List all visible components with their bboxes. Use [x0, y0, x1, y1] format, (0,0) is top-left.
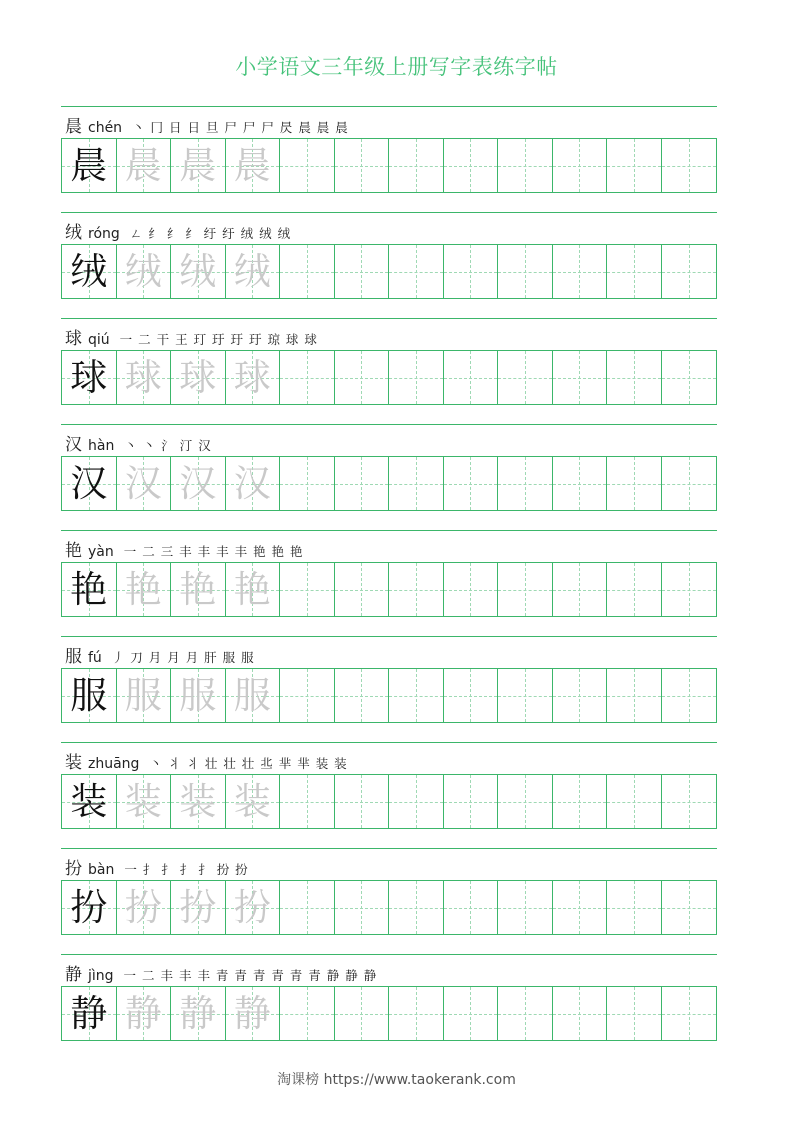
- pinyin-label: fú: [88, 650, 102, 666]
- practice-cell[interactable]: [444, 563, 499, 616]
- pinyin-label: bàn: [88, 862, 115, 878]
- trace-cell: [226, 775, 281, 828]
- trace-character: 服: [179, 674, 217, 717]
- guide-line-horizontal: [498, 484, 552, 485]
- practice-cell[interactable]: [662, 563, 717, 616]
- trace-character: 晨: [233, 144, 271, 187]
- practice-cell[interactable]: [553, 457, 608, 510]
- practice-cell[interactable]: [444, 139, 499, 192]
- model-character: 球: [70, 356, 108, 399]
- guide-line-horizontal: [335, 908, 389, 909]
- practice-cell[interactable]: [280, 881, 335, 934]
- pinyin-label: hàn: [88, 438, 115, 454]
- guide-line-horizontal: [280, 378, 334, 379]
- row-header: [65, 854, 249, 878]
- guide-line-horizontal: [335, 378, 389, 379]
- model-cell: [62, 775, 117, 828]
- trace-cell: [226, 139, 281, 192]
- practice-cell[interactable]: [280, 351, 335, 404]
- guide-line-horizontal: [662, 590, 717, 591]
- guide-line-horizontal: [389, 590, 443, 591]
- guide-line-horizontal: [444, 484, 498, 485]
- guide-line-horizontal: [553, 590, 607, 591]
- practice-cell[interactable]: [335, 351, 390, 404]
- practice-cell[interactable]: [335, 457, 390, 510]
- trace-character: 装: [179, 780, 217, 823]
- trace-cell: [171, 245, 226, 298]
- row-divider: [61, 848, 717, 849]
- practice-cell[interactable]: [553, 669, 608, 722]
- row-header: [65, 112, 349, 136]
- guide-line-horizontal: [553, 802, 607, 803]
- header-character: 艳: [65, 541, 82, 561]
- trace-character: 绒: [233, 250, 271, 293]
- trace-character: 汉: [233, 462, 271, 505]
- guide-line-horizontal: [553, 484, 607, 485]
- practice-cell[interactable]: [498, 351, 553, 404]
- guide-line-horizontal: [553, 908, 607, 909]
- practice-cell[interactable]: [335, 775, 390, 828]
- trace-cell: [171, 881, 226, 934]
- practice-cell[interactable]: [389, 457, 444, 510]
- pinyin-label: jìng: [88, 968, 114, 984]
- row-divider: [61, 954, 717, 955]
- model-character: 静: [70, 992, 108, 1035]
- model-character: 服: [70, 674, 108, 717]
- row-header: [65, 642, 255, 666]
- row-header: [65, 960, 377, 984]
- guide-line-horizontal: [662, 802, 717, 803]
- practice-cell[interactable]: [389, 351, 444, 404]
- practice-cell[interactable]: [389, 881, 444, 934]
- practice-cell[interactable]: [335, 139, 390, 192]
- row-divider: [61, 318, 717, 319]
- practice-cell[interactable]: [280, 775, 335, 828]
- stroke-order: ㄥ 纟 纟 纟 纡 纡 绒 绒 绒: [129, 226, 292, 241]
- practice-cell[interactable]: [335, 563, 390, 616]
- trace-cell: [226, 245, 281, 298]
- guide-line-horizontal: [553, 272, 607, 273]
- trace-cell: [171, 457, 226, 510]
- trace-cell: [226, 351, 281, 404]
- guide-line-horizontal: [662, 696, 717, 697]
- guide-line-horizontal: [280, 590, 334, 591]
- stroke-order: 一 二 丰 丰 丰 青 青 青 青 青 青 静 静 静: [123, 968, 378, 983]
- trace-character: 汉: [179, 462, 217, 505]
- practice-cell[interactable]: [444, 351, 499, 404]
- writing-grid: [61, 986, 717, 1041]
- stroke-order: 一 二 干 王 玎 玗 玗 玗 琼 球 球: [119, 332, 318, 347]
- practice-cell[interactable]: [662, 245, 717, 298]
- practice-cell[interactable]: [389, 987, 444, 1040]
- guide-line-horizontal: [498, 590, 552, 591]
- practice-cell[interactable]: [553, 881, 608, 934]
- practice-cell[interactable]: [662, 139, 717, 192]
- trace-cell: [171, 775, 226, 828]
- practice-cell[interactable]: [389, 775, 444, 828]
- practice-cell[interactable]: [280, 457, 335, 510]
- practice-cell[interactable]: [607, 351, 662, 404]
- trace-cell: [226, 881, 281, 934]
- writing-grid: [61, 774, 717, 829]
- guide-line-horizontal: [280, 272, 334, 273]
- pinyin-label: zhuāng: [88, 756, 140, 772]
- trace-cell: [117, 987, 172, 1040]
- practice-cell[interactable]: [607, 245, 662, 298]
- guide-line-horizontal: [335, 696, 389, 697]
- trace-character: 晨: [179, 144, 217, 187]
- practice-cell[interactable]: [389, 139, 444, 192]
- practice-cell[interactable]: [280, 563, 335, 616]
- writing-grid: [61, 456, 717, 511]
- trace-character: 服: [124, 674, 162, 717]
- trace-cell: [171, 563, 226, 616]
- practice-cell[interactable]: [444, 987, 499, 1040]
- trace-character: 装: [233, 780, 271, 823]
- trace-character: 球: [124, 356, 162, 399]
- practice-cell[interactable]: [335, 669, 390, 722]
- trace-character: 扮: [233, 886, 271, 929]
- guide-line-horizontal: [389, 166, 443, 167]
- guide-line-horizontal: [607, 166, 661, 167]
- row-divider: [61, 424, 717, 425]
- practice-cell[interactable]: [607, 669, 662, 722]
- trace-character: 装: [124, 780, 162, 823]
- header-character: 服: [65, 647, 82, 667]
- practice-cell[interactable]: [553, 245, 608, 298]
- practice-cell[interactable]: [662, 457, 717, 510]
- guide-line-horizontal: [553, 696, 607, 697]
- guide-line-horizontal: [662, 484, 717, 485]
- writing-grid: [61, 562, 717, 617]
- practice-cell[interactable]: [662, 775, 717, 828]
- trace-cell: [171, 351, 226, 404]
- practice-cell[interactable]: [607, 881, 662, 934]
- trace-cell: [117, 563, 172, 616]
- model-cell: [62, 987, 117, 1040]
- trace-cell: [117, 669, 172, 722]
- practice-cell[interactable]: [498, 669, 553, 722]
- guide-line-horizontal: [553, 378, 607, 379]
- guide-line-horizontal: [280, 1014, 334, 1015]
- header-character: 静: [65, 965, 82, 985]
- row-header: [65, 748, 348, 772]
- guide-line-horizontal: [662, 272, 717, 273]
- practice-cell[interactable]: [498, 457, 553, 510]
- model-character: 艳: [70, 568, 108, 611]
- practice-cell[interactable]: [280, 987, 335, 1040]
- guide-line-horizontal: [335, 484, 389, 485]
- row-header: [65, 430, 212, 454]
- guide-line-horizontal: [498, 696, 552, 697]
- guide-line-horizontal: [607, 696, 661, 697]
- row-header: [65, 536, 304, 560]
- practice-cell[interactable]: [389, 563, 444, 616]
- trace-character: 晨: [124, 144, 162, 187]
- trace-character: 艳: [124, 568, 162, 611]
- trace-character: 艳: [233, 568, 271, 611]
- stroke-order: 丿 刀 月 月 月 肝 服 服: [111, 650, 255, 665]
- writing-grid: [61, 350, 717, 405]
- guide-line-horizontal: [662, 378, 717, 379]
- guide-line-horizontal: [607, 590, 661, 591]
- trace-cell: [226, 563, 281, 616]
- practice-cell[interactable]: [498, 563, 553, 616]
- pinyin-label: yàn: [88, 544, 114, 560]
- trace-character: 扮: [179, 886, 217, 929]
- header-character: 晨: [65, 117, 82, 137]
- trace-cell: [171, 987, 226, 1040]
- guide-line-horizontal: [662, 166, 717, 167]
- guide-line-horizontal: [280, 696, 334, 697]
- trace-character: 服: [233, 674, 271, 717]
- trace-character: 汉: [124, 462, 162, 505]
- guide-line-horizontal: [607, 908, 661, 909]
- practice-cell[interactable]: [444, 775, 499, 828]
- pinyin-label: róng: [88, 226, 120, 242]
- practice-cell[interactable]: [498, 881, 553, 934]
- guide-line-horizontal: [444, 272, 498, 273]
- practice-cell[interactable]: [335, 987, 390, 1040]
- trace-character: 绒: [124, 250, 162, 293]
- guide-line-horizontal: [389, 802, 443, 803]
- stroke-order: 一 扌 扌 扌 扌 扮 扮: [124, 862, 249, 877]
- guide-line-horizontal: [498, 166, 552, 167]
- row-header: [65, 218, 291, 242]
- practice-cell[interactable]: [444, 881, 499, 934]
- trace-character: 球: [233, 356, 271, 399]
- guide-line-horizontal: [389, 1014, 443, 1015]
- page-title: 小学语文三年级上册写字表练字帖: [235, 55, 558, 79]
- row-divider: [61, 530, 717, 531]
- guide-line-horizontal: [498, 802, 552, 803]
- stroke-order: 丶 丶 氵 汀 汉: [124, 438, 212, 453]
- row-divider: [61, 106, 717, 107]
- guide-line-horizontal: [444, 378, 498, 379]
- pinyin-label: qiú: [88, 332, 110, 348]
- stroke-order: 丶 丬 丬 壮 壮 壮 丠 芈 芈 装 装: [149, 756, 348, 771]
- header-character: 扮: [65, 859, 82, 879]
- practice-cell[interactable]: [607, 563, 662, 616]
- header-character: 汉: [65, 435, 82, 455]
- trace-cell: [117, 245, 172, 298]
- practice-cell[interactable]: [498, 775, 553, 828]
- guide-line-horizontal: [662, 1014, 717, 1015]
- header-character: 球: [65, 329, 82, 349]
- trace-cell: [117, 351, 172, 404]
- guide-line-horizontal: [444, 908, 498, 909]
- model-cell: [62, 245, 117, 298]
- practice-cell[interactable]: [607, 987, 662, 1040]
- practice-cell[interactable]: [335, 245, 390, 298]
- trace-character: 静: [233, 992, 271, 1035]
- trace-cell: [117, 881, 172, 934]
- practice-cell[interactable]: [498, 139, 553, 192]
- guide-line-horizontal: [280, 166, 334, 167]
- row-divider: [61, 212, 717, 213]
- model-character: 汉: [70, 462, 108, 505]
- trace-cell: [226, 987, 281, 1040]
- guide-line-horizontal: [280, 484, 334, 485]
- guide-line-horizontal: [444, 590, 498, 591]
- writing-grid: [61, 668, 717, 723]
- trace-cell: [226, 669, 281, 722]
- practice-cell[interactable]: [662, 881, 717, 934]
- practice-cell[interactable]: [280, 245, 335, 298]
- guide-line-horizontal: [280, 908, 334, 909]
- pinyin-label: chén: [88, 120, 123, 136]
- model-cell: [62, 669, 117, 722]
- practice-cell[interactable]: [662, 669, 717, 722]
- trace-character: 球: [179, 356, 217, 399]
- practice-cell[interactable]: [280, 669, 335, 722]
- stroke-order: 丶 冂 日 日 旦 尸 尸 尸 昃 晨 晨 晨: [132, 120, 349, 135]
- guide-line-horizontal: [280, 802, 334, 803]
- practice-cell[interactable]: [389, 245, 444, 298]
- footer-watermark: 淘课榜 https://www.taokerank.com: [277, 1072, 516, 1088]
- trace-character: 扮: [124, 886, 162, 929]
- model-character: 绒: [70, 250, 108, 293]
- header-character: 装: [65, 753, 82, 773]
- practice-cell[interactable]: [553, 563, 608, 616]
- guide-line-horizontal: [389, 696, 443, 697]
- guide-line-horizontal: [389, 908, 443, 909]
- practice-cell[interactable]: [607, 775, 662, 828]
- practice-cell[interactable]: [498, 245, 553, 298]
- model-character: 装: [70, 780, 108, 823]
- header-character: 绒: [65, 223, 82, 243]
- practice-cell[interactable]: [389, 669, 444, 722]
- guide-line-horizontal: [335, 272, 389, 273]
- trace-cell: [117, 775, 172, 828]
- writing-grid: [61, 138, 717, 193]
- guide-line-horizontal: [335, 590, 389, 591]
- practice-cell[interactable]: [444, 457, 499, 510]
- trace-character: 艳: [179, 568, 217, 611]
- practice-cell[interactable]: [607, 139, 662, 192]
- model-cell: [62, 881, 117, 934]
- practice-cell[interactable]: [498, 987, 553, 1040]
- guide-line-horizontal: [335, 1014, 389, 1015]
- practice-cell[interactable]: [553, 139, 608, 192]
- practice-cell[interactable]: [444, 669, 499, 722]
- trace-cell: [171, 139, 226, 192]
- guide-line-horizontal: [335, 802, 389, 803]
- trace-cell: [117, 139, 172, 192]
- guide-line-horizontal: [335, 166, 389, 167]
- model-cell: [62, 457, 117, 510]
- model-cell: [62, 139, 117, 192]
- trace-cell: [171, 669, 226, 722]
- stroke-order: 一 二 三 丰 丰 丰 丰 艳 艳 艳: [123, 544, 304, 559]
- trace-cell: [226, 457, 281, 510]
- guide-line-horizontal: [444, 1014, 498, 1015]
- guide-line-horizontal: [607, 378, 661, 379]
- model-character: 扮: [70, 886, 108, 929]
- guide-line-horizontal: [498, 272, 552, 273]
- guide-line-horizontal: [444, 802, 498, 803]
- guide-line-horizontal: [607, 272, 661, 273]
- trace-character: 绒: [179, 250, 217, 293]
- guide-line-horizontal: [389, 378, 443, 379]
- practice-cell[interactable]: [553, 775, 608, 828]
- trace-cell: [117, 457, 172, 510]
- writing-grid: [61, 880, 717, 935]
- guide-line-horizontal: [553, 166, 607, 167]
- row-divider: [61, 742, 717, 743]
- model-cell: [62, 563, 117, 616]
- practice-cell[interactable]: [553, 987, 608, 1040]
- trace-character: 静: [179, 992, 217, 1035]
- guide-line-horizontal: [498, 908, 552, 909]
- guide-line-horizontal: [498, 1014, 552, 1015]
- practice-cell[interactable]: [553, 351, 608, 404]
- guide-line-horizontal: [498, 378, 552, 379]
- guide-line-horizontal: [553, 1014, 607, 1015]
- guide-line-horizontal: [444, 166, 498, 167]
- practice-cell[interactable]: [662, 351, 717, 404]
- model-cell: [62, 351, 117, 404]
- guide-line-horizontal: [607, 1014, 661, 1015]
- practice-cell[interactable]: [444, 245, 499, 298]
- practice-cell[interactable]: [280, 139, 335, 192]
- row-divider: [61, 636, 717, 637]
- guide-line-horizontal: [607, 802, 661, 803]
- trace-character: 静: [124, 992, 162, 1035]
- model-character: 晨: [70, 144, 108, 187]
- practice-cell[interactable]: [607, 457, 662, 510]
- guide-line-horizontal: [444, 696, 498, 697]
- practice-cell[interactable]: [662, 987, 717, 1040]
- guide-line-horizontal: [389, 272, 443, 273]
- row-header: [65, 324, 318, 348]
- guide-line-horizontal: [607, 484, 661, 485]
- practice-cell[interactable]: [335, 881, 390, 934]
- guide-line-horizontal: [662, 908, 717, 909]
- guide-line-horizontal: [389, 484, 443, 485]
- writing-grid: [61, 244, 717, 299]
